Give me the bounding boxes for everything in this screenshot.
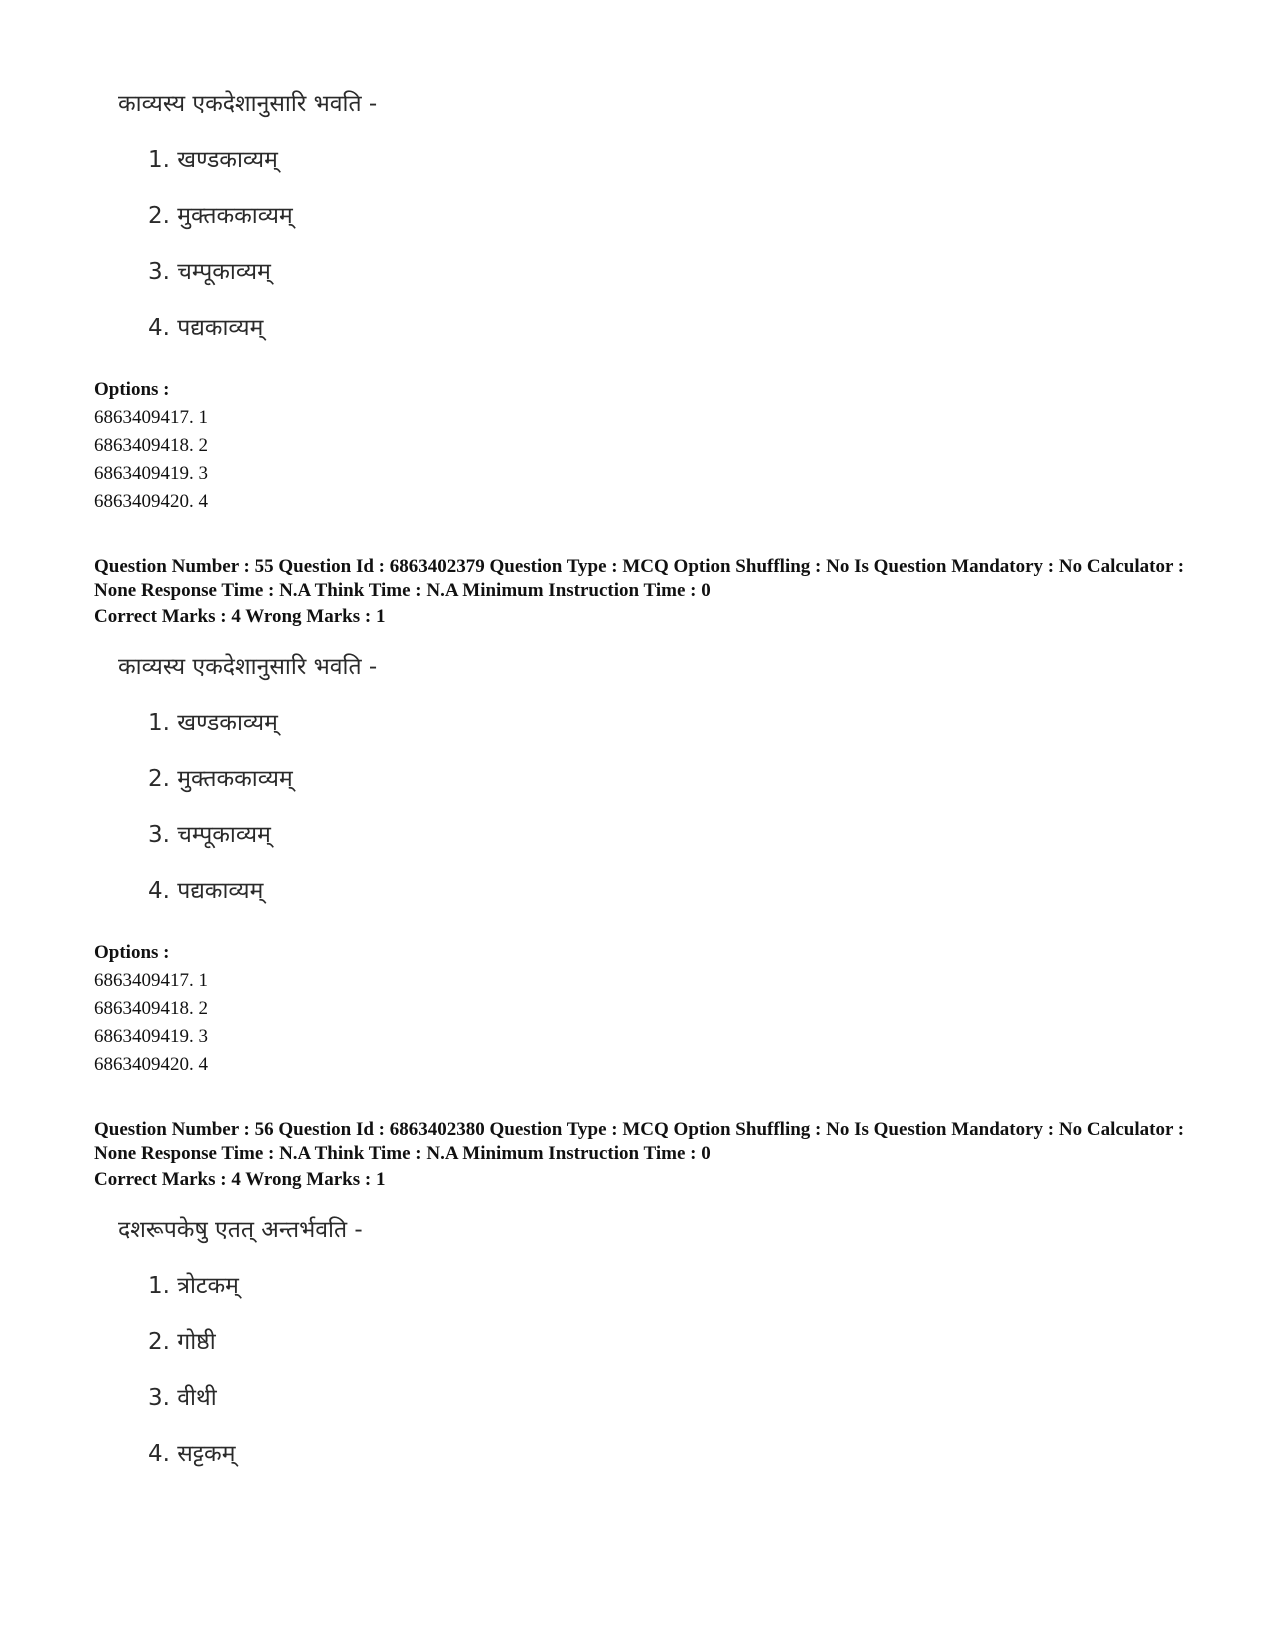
option-id: 6863409419. 3	[94, 1026, 208, 1047]
options-label: Options :	[94, 942, 170, 963]
choice-item: 1. त्रोटकम्	[148, 1273, 239, 1299]
choice-item: 4. सट्टकम्	[148, 1441, 236, 1467]
option-id: 6863409418. 2	[94, 998, 208, 1019]
choice-item: 2. गोष्ठी	[148, 1329, 216, 1355]
option-id: 6863409417. 1	[94, 970, 208, 991]
choice-item: 3. चम्पूकाव्यम्	[148, 822, 271, 848]
choice-item: 3. वीथी	[148, 1385, 217, 1411]
option-id: 6863409418. 2	[94, 435, 208, 456]
option-id: 6863409419. 3	[94, 463, 208, 484]
question-meta: Question Number : 56 Question Id : 6863402380 Question Type : MCQ Option Shuffling : No Is Question Mandatory : No Calculator : None Response Time : N.A Think Time : N.A Minimum Instruction Time : 0	[94, 1119, 1185, 1164]
option-id: 6863409420. 4	[94, 491, 208, 512]
options-label: Options :	[94, 379, 170, 400]
choice-item: 4. पद्यकाव्यम्	[148, 878, 264, 904]
choice-item: 1. खण्डकाव्यम्	[148, 710, 278, 736]
choice-item: 2. मुक्तककाव्यम्	[148, 766, 293, 792]
option-id: 6863409417. 1	[94, 407, 208, 428]
choice-item: 3. चम्पूकाव्यम्	[148, 259, 271, 285]
question-marks: Correct Marks : 4 Wrong Marks : 1	[94, 1169, 386, 1190]
question-meta: Question Number : 55 Question Id : 6863402379 Question Type : MCQ Option Shuffling : No Is Question Mandatory : No Calculator : None Response Time : N.A Think Time : N.A Minimum Instruction Time : 0	[94, 556, 1185, 601]
option-id: 6863409420. 4	[94, 1054, 208, 1075]
question-text: काव्यस्य एकदेशानुसारि भवति -	[118, 91, 378, 117]
choice-item: 2. मुक्तककाव्यम्	[148, 203, 293, 229]
question-text: दशरूपकेषु एतत् अन्तर्भवति -	[118, 1217, 363, 1243]
choice-item: 1. खण्डकाव्यम्	[148, 147, 278, 173]
choice-item: 4. पद्यकाव्यम्	[148, 315, 264, 341]
question-text: काव्यस्य एकदेशानुसारि भवति -	[118, 654, 378, 680]
question-marks: Correct Marks : 4 Wrong Marks : 1	[94, 606, 386, 627]
